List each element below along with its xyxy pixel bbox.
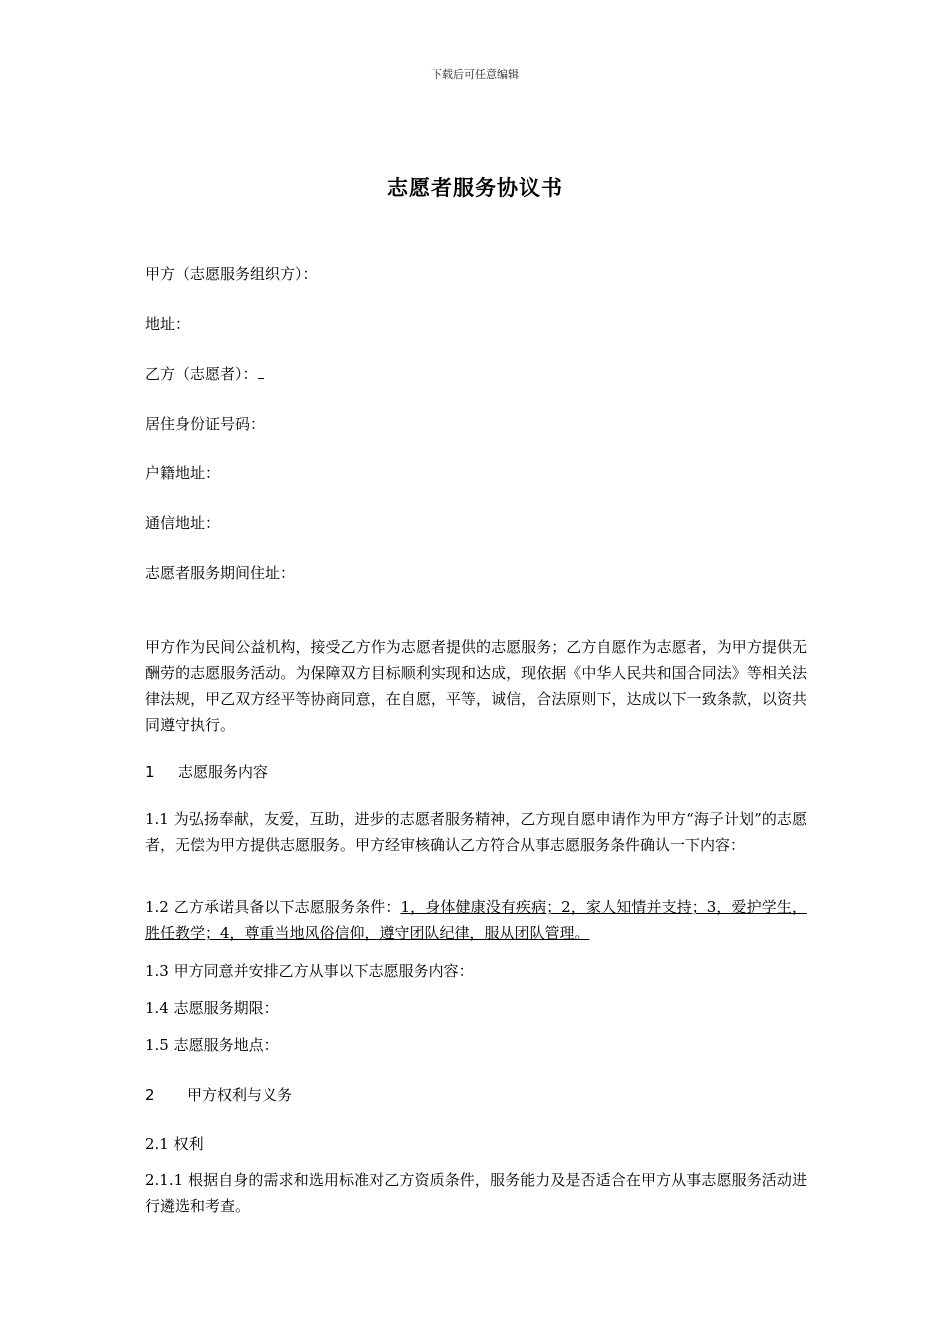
field-party-a: 甲方（志愿服务组织方）：	[145, 265, 318, 283]
item-1-1: 1.1 为弘扬奉献，友爱，互助，进步的志愿者服务精神，乙方现自愿申请作为甲方“海子计划”的志愿者，无偿为甲方提供志愿服务。甲方经审核确认乙方符合从事志愿服务条件确认一下内容：	[145, 810, 807, 854]
preamble-paragraph: 甲方作为民间公益机构，接受乙方作为志愿者提供的志愿服务；乙方自愿作为志愿者，为甲方提供无酬劳的志愿服务活动。为保障双方目标顺利实现和达成，现依据《中华人民共和国合同法》等相关法律法规，甲乙双方经平等协商同意，在自愿，平等，诚信，合法原则下，达成以下一致条款，以资共同遵守执行。	[145, 638, 807, 734]
item-1-3: 1.3 甲方同意并安排乙方从事以下志愿服务内容：	[145, 962, 474, 980]
section-2-number: 2	[145, 1086, 155, 1104]
section-2-heading	[145, 1084, 292, 1106]
field-service-address: 志愿者服务期间住址：	[145, 564, 296, 582]
header-note: 下载后可任意编辑	[431, 68, 519, 81]
item-1-4: 1.4 志愿服务期限：	[145, 999, 279, 1017]
item-1-2-conditions: 1，身体健康没有疾病；2，家人知情并支持；3，爱护学生，胜任教学；4，尊重当地风俗信仰，遵守团队纪律，服从团队管理。	[145, 898, 808, 942]
field-mailing-address: 通信地址：	[145, 514, 221, 532]
item-1-5: 1.5 志愿服务地点：	[145, 1036, 279, 1054]
section-2-title: 甲方权利与义务	[187, 1086, 293, 1104]
field-party-b-label: 乙方（志愿者）：	[145, 365, 258, 383]
item-1-2	[145, 894, 807, 946]
item-2-1: 2.1 权利	[145, 1135, 204, 1153]
item-2-1-1: 2.1.1 根据自身的需求和选用标准对乙方资质条件，服务能力及是否适合在甲方从事志愿服务活动进行遴选和考查。	[145, 1171, 807, 1215]
section-1-heading	[145, 761, 268, 783]
document-title: 志愿者服务协议书	[387, 175, 563, 200]
field-party-b	[145, 363, 264, 385]
item-1-2-prefix: 1.2 乙方承诺具备以下志愿服务条件：	[145, 898, 401, 916]
field-id-number: 居住身份证号码：	[145, 415, 266, 433]
section-1-number: 1	[145, 763, 155, 781]
party-b-blank	[258, 364, 264, 379]
section-1-title: 志愿服务内容	[178, 763, 269, 781]
field-address: 地址：	[145, 315, 191, 333]
field-household-address: 户籍地址：	[145, 464, 221, 482]
